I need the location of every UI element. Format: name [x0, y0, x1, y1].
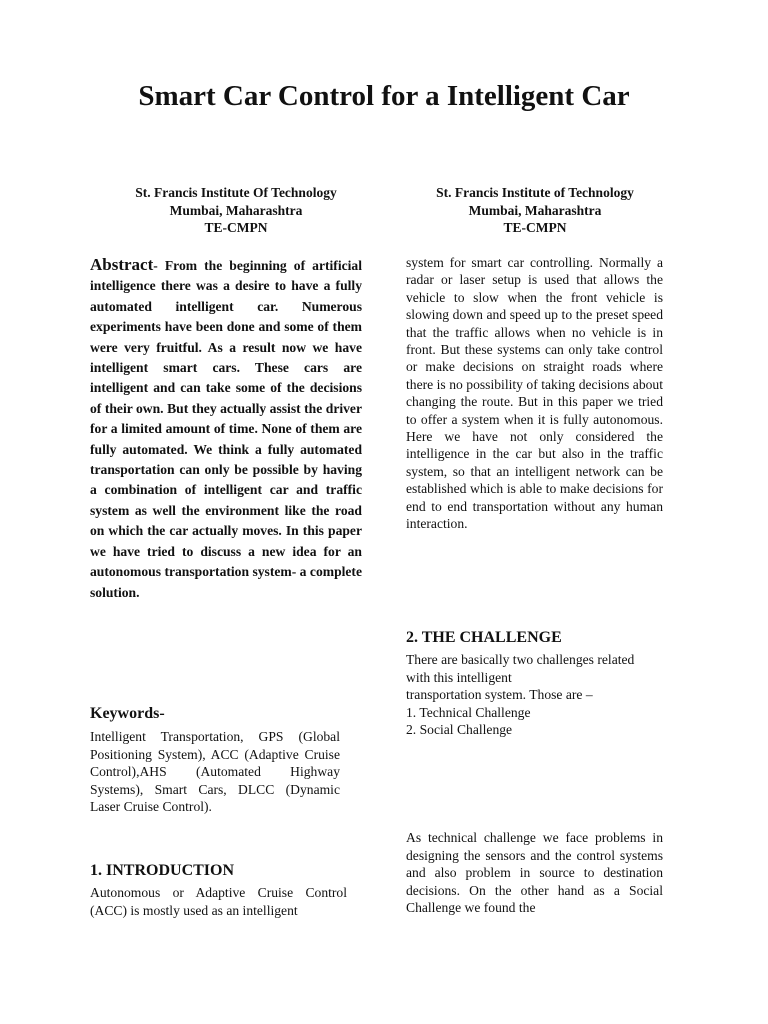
challenge-list-item: 1. Technical Challenge	[406, 704, 531, 720]
abstract-text: - From the beginning of artificial intelligence there was a desire to have a fully automated intelligent car. Numerous experiments have been done and some of them were very fruitful. As a result now we have intelligent smart cars. These cars are intelligent and can take some of the decisions of their own. But they actually assist the driver for a limited amount of time. None of them are fully automated. We think a fully automated transportation can only be possible by having a combination of intelligent car and traffic system as well the environment like the road on which the car actually moves. In this paper we have tried to discuss a new idea for an autonomous transportation system- a complete solution.	[90, 258, 362, 600]
author-affiliation-left	[102, 184, 370, 237]
institute-name: St. Francis Institute Of Technology	[135, 185, 337, 200]
challenge-line: There are basically two challenges related	[406, 652, 635, 667]
abstract-section	[90, 255, 362, 603]
institute-city: Mumbai, Maharashtra	[468, 202, 602, 218]
challenge-heading: 2. THE CHALLENGE	[406, 629, 562, 646]
challenge-intro	[406, 651, 676, 739]
challenge-line: transportation system. Those are –	[406, 687, 593, 702]
challenge-list-item: 2. Social Challenge	[406, 722, 513, 737]
challenge-line: with this intelligent	[406, 669, 512, 685]
institute-name: St. Francis Institute of Technology	[436, 185, 634, 200]
keywords-text: Intelligent Transportation, GPS (Global Positioning System), ACC (Adaptive Cruise Control),AHS (Automated Highway Systems), Smart Cars, DLCC (Dynamic Laser Cruise Control).	[90, 729, 340, 814]
abstract-heading: Abstract	[90, 255, 154, 274]
department: TE-CMPN	[204, 220, 268, 235]
department: TE-CMPN	[503, 220, 567, 235]
institute-city: Mumbai, Maharashtra	[169, 202, 303, 218]
introduction-heading: 1. INTRODUCTION	[90, 862, 235, 879]
introduction-text: Autonomous or Adaptive Cruise Control (ACC) is mostly used as an intelligent	[90, 885, 347, 918]
keywords-heading: Keywords-	[90, 705, 165, 722]
introduction-continuation: system for smart car controlling. Normally a radar or laser setup is used that allows the vehicle to slow when the front vehicle is slowing down and speed up to the preset speed that the traffic allows when no vehicle is in front. But these systems can only take control or make decisions on straight roads where there is no possibility of taking decisions about changing the route. But in this paper we tried to offer a system when it is fully autonomous. Here we have not only considered the intelligence in the car but also in the traffic system, so that an intelligent network can be established which is able to make decisions for end to end transportation without any human interaction.	[406, 255, 663, 532]
technical-challenge-text: As technical challenge we face problems in designing the sensors and the control systems and also problem in source to destination decisions. On the other hand as a Social Challenge we found the	[406, 830, 663, 915]
paper-title: Smart Car Control for a Intelligent Car	[138, 80, 630, 112]
author-affiliation-right	[400, 184, 670, 237]
